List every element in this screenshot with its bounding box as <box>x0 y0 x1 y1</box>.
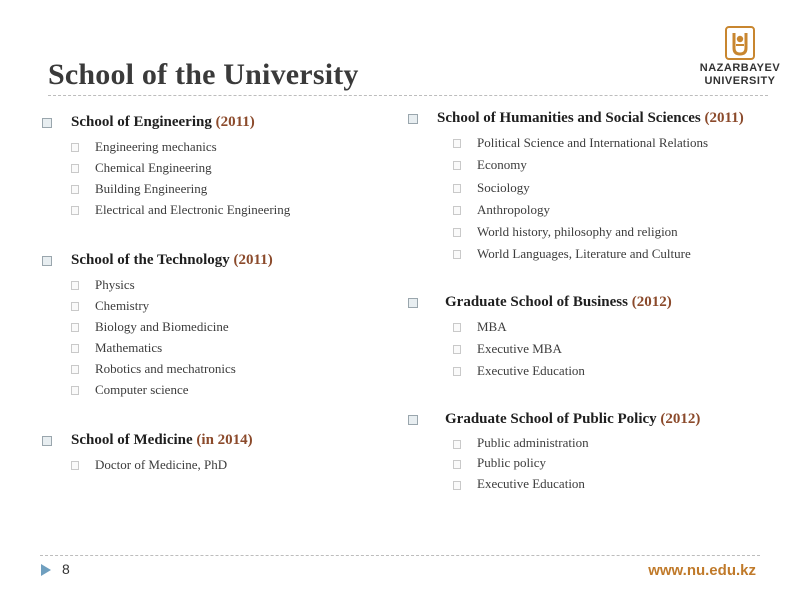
right-column <box>408 108 768 494</box>
graduate-school-public-policy <box>408 409 768 495</box>
list-item: Engineering mechanics <box>42 136 382 157</box>
sub-bullet-icon <box>453 228 461 237</box>
list-item: Anthropology <box>408 199 768 221</box>
square-bullet-icon <box>408 298 418 308</box>
sub-bullet-icon <box>453 440 461 449</box>
section-title: School of Humanities and Social Sciences <box>437 110 701 126</box>
section-year: (2011) <box>215 114 255 130</box>
section-year: (2011) <box>704 110 744 126</box>
list-item: Political Science and International Relations <box>408 132 768 154</box>
school-medicine <box>42 430 382 475</box>
section-year: (2011) <box>233 252 273 268</box>
play-triangle-icon <box>40 563 52 577</box>
list-item: Public policy <box>408 453 768 474</box>
list-item: Building Engineering <box>42 178 382 199</box>
square-bullet-icon <box>42 118 52 128</box>
list-item: Executive Education <box>408 360 768 382</box>
section-title: School of Engineering <box>71 114 212 130</box>
top-divider <box>48 95 768 96</box>
list-item: Electrical and Electronic Engineering <box>42 199 382 220</box>
sub-bullet-icon <box>453 460 461 469</box>
list-item: Executive Education <box>408 474 768 495</box>
logo-line-2: UNIVERSITY <box>704 75 776 87</box>
sub-bullet-icon <box>71 143 79 152</box>
square-bullet-icon <box>42 256 52 266</box>
sub-bullet-icon <box>71 302 79 311</box>
sub-bullet-icon <box>453 250 461 259</box>
sub-bullet-icon <box>453 481 461 490</box>
bottom-divider <box>40 555 760 556</box>
section-year: (2012) <box>631 293 672 310</box>
section-title: School of the Technology <box>71 252 230 268</box>
left-column <box>42 108 382 475</box>
sub-bullet-icon <box>71 164 79 173</box>
sub-bullet-icon <box>453 323 461 332</box>
sub-bullet-icon <box>71 461 79 470</box>
sub-bullet-icon <box>71 323 79 332</box>
school-humanities <box>408 108 768 266</box>
list-item: Robotics and mechatronics <box>42 358 382 379</box>
list-item: Sociology <box>408 177 768 199</box>
list-item: Physics <box>42 274 382 295</box>
section-year: (2012) <box>660 410 701 427</box>
university-emblem-icon <box>725 26 755 60</box>
school-engineering <box>42 112 382 220</box>
list-item: World Languages, Literature and Culture <box>408 243 768 265</box>
list-item: Executive MBA <box>408 338 768 360</box>
page-title: School of the University <box>48 58 359 91</box>
list-item: Computer science <box>42 379 382 400</box>
list-item: Mathematics <box>42 337 382 358</box>
list-item: Chemistry <box>42 295 382 316</box>
graduate-school-business <box>408 292 768 383</box>
section-title: Graduate School of Public Policy <box>445 410 657 427</box>
list-item: Chemical Engineering <box>42 157 382 178</box>
list-item: World history, philosophy and religion <box>408 221 768 243</box>
website-url: www.nu.edu.kz <box>648 562 756 579</box>
list-item: Doctor of Medicine, PhD <box>42 454 382 475</box>
sub-bullet-icon <box>71 344 79 353</box>
school-technology <box>42 250 382 400</box>
square-bullet-icon <box>408 114 418 124</box>
sub-bullet-icon <box>453 345 461 354</box>
section-year: (in 2014) <box>196 432 253 448</box>
logo-line-1: NAZARBAYEV <box>699 62 781 74</box>
sub-bullet-icon <box>453 161 461 170</box>
sub-bullet-icon <box>71 185 79 194</box>
university-logo <box>694 26 786 88</box>
sub-bullet-icon <box>453 367 461 376</box>
list-item: Biology and Biomedicine <box>42 316 382 337</box>
square-bullet-icon <box>408 415 418 425</box>
list-item: Economy <box>408 154 768 176</box>
sub-bullet-icon <box>453 206 461 215</box>
sub-bullet-icon <box>453 139 461 148</box>
section-title: Graduate School of Business <box>445 293 628 310</box>
sub-bullet-icon <box>453 184 461 193</box>
sub-bullet-icon <box>71 206 79 215</box>
sub-bullet-icon <box>71 386 79 395</box>
sub-bullet-icon <box>71 365 79 374</box>
sub-bullet-icon <box>71 281 79 290</box>
list-item: MBA <box>408 316 768 338</box>
page-number: 8 <box>62 561 70 577</box>
list-item: Public administration <box>408 433 768 454</box>
section-title: School of Medicine <box>71 432 193 448</box>
square-bullet-icon <box>42 436 52 446</box>
